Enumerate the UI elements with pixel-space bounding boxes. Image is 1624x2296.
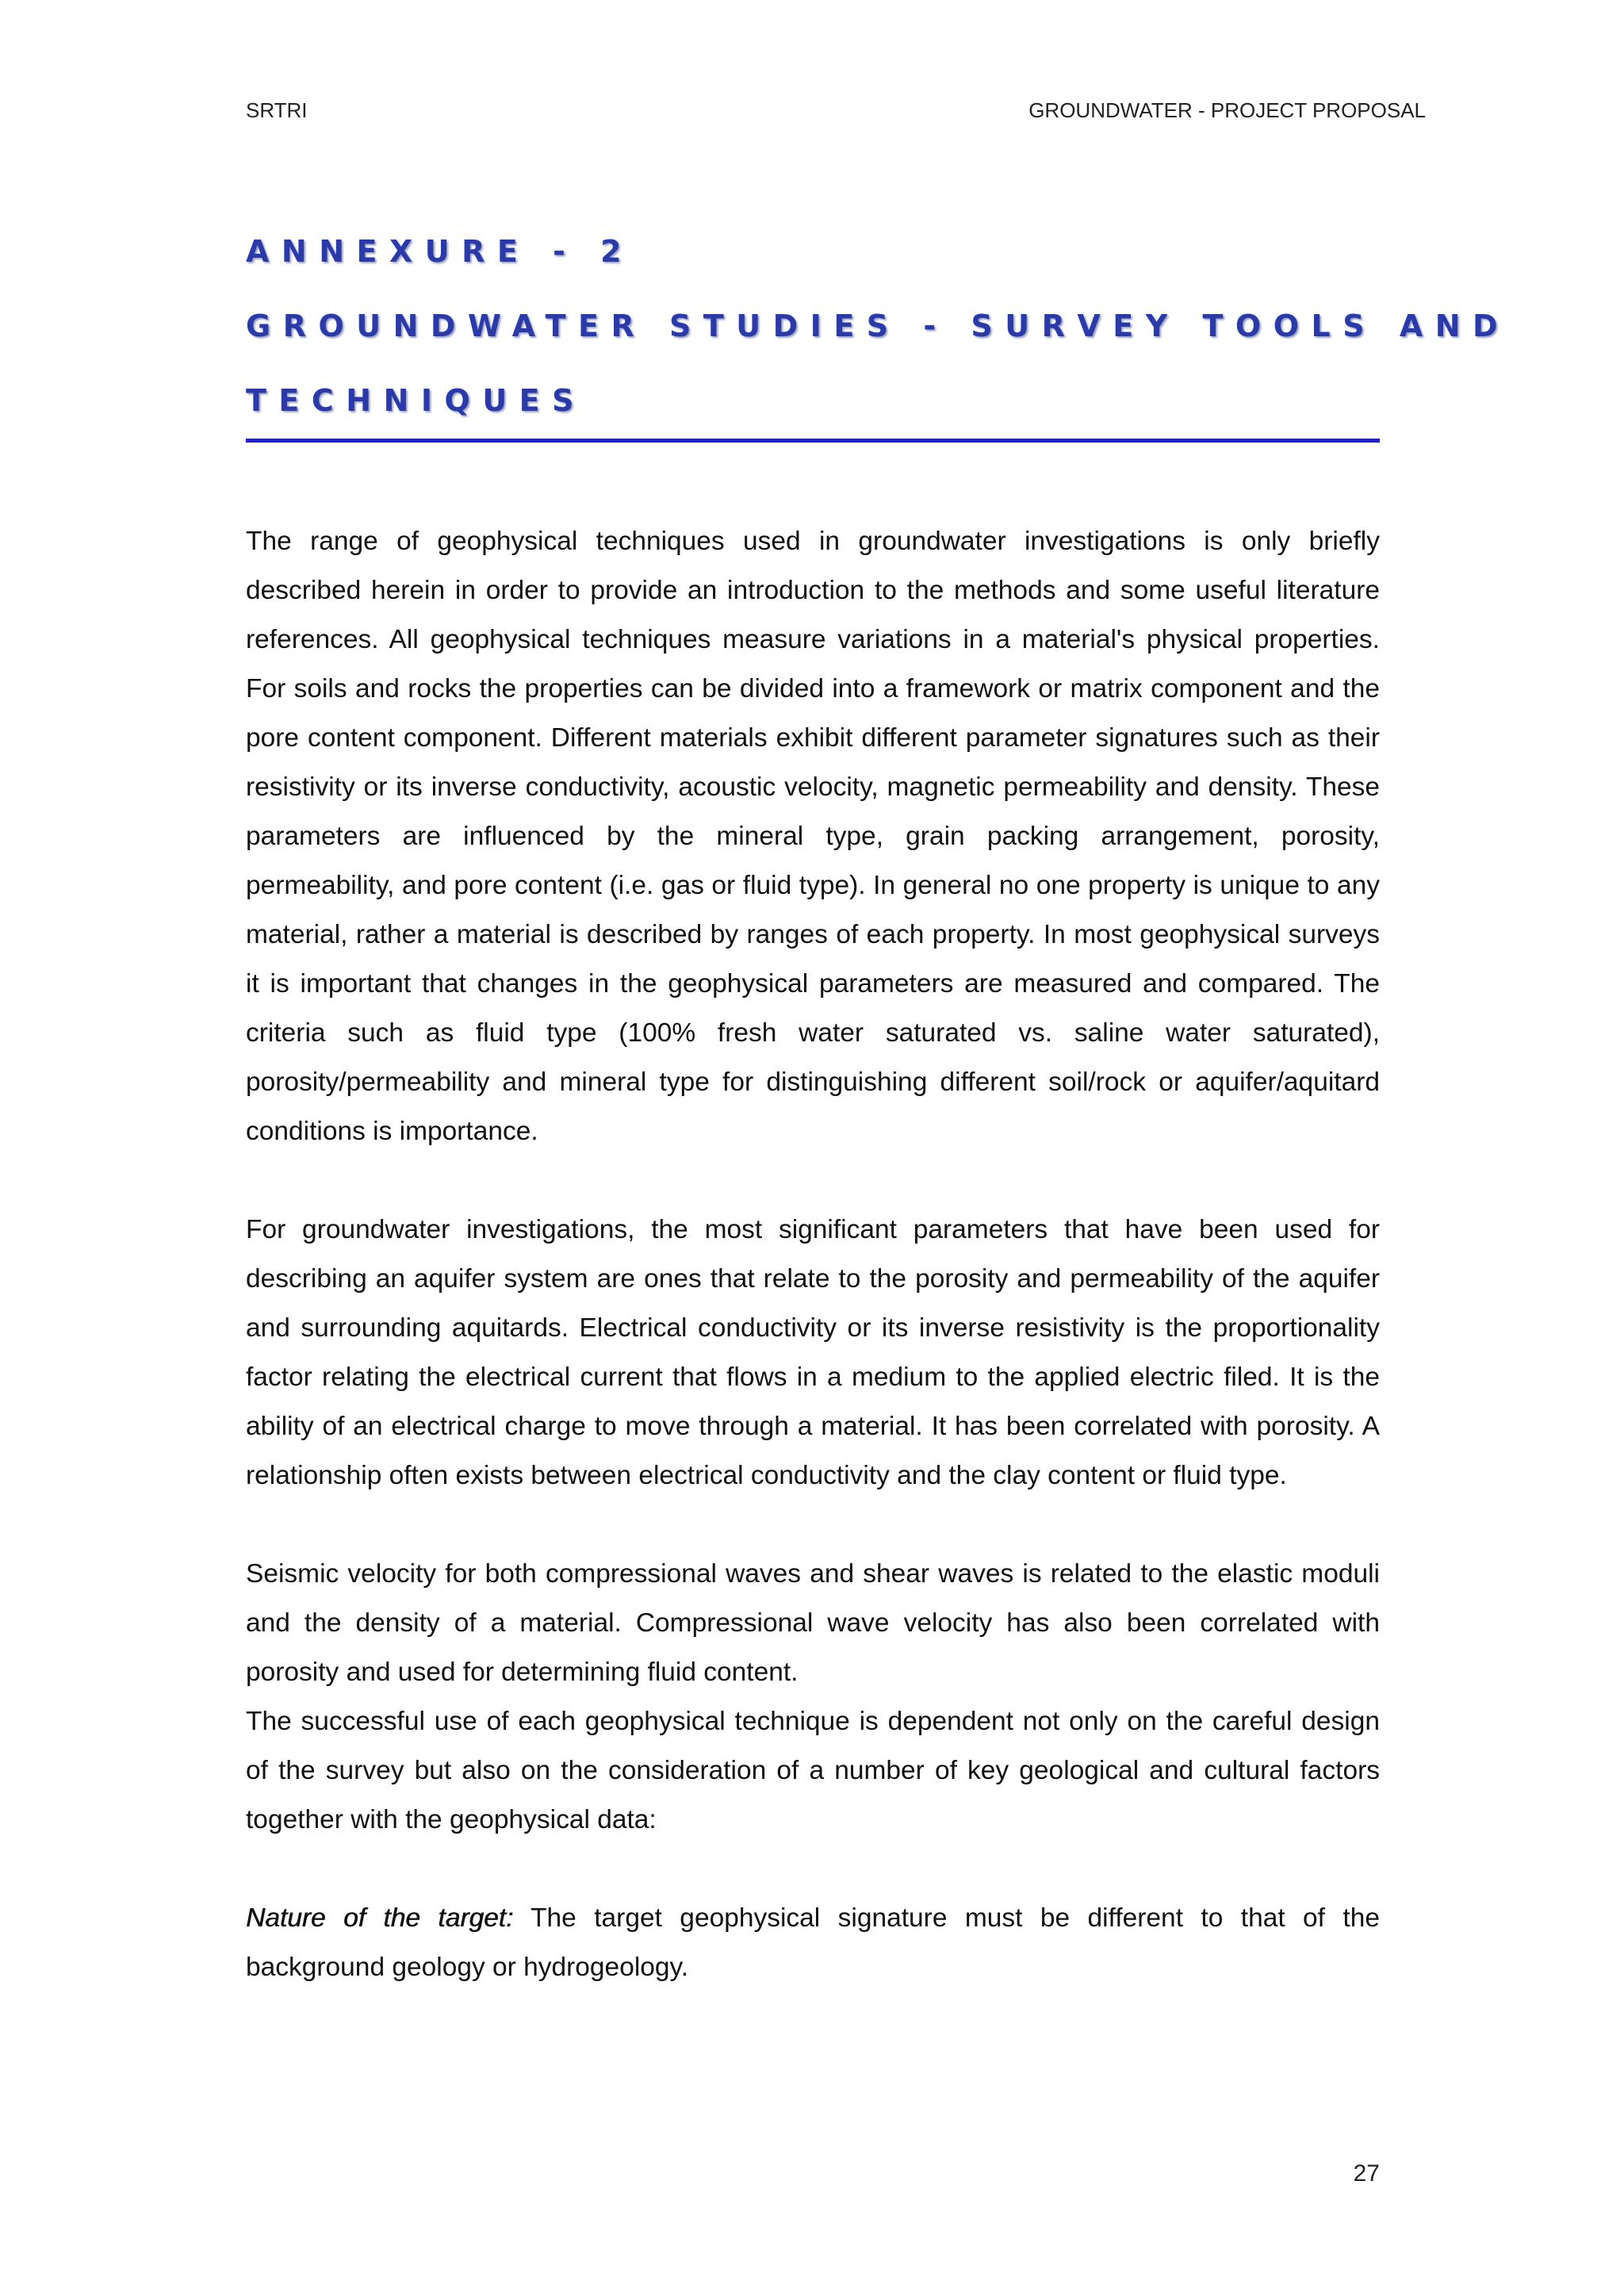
paragraph-2: For groundwater investigations, the most significant parameters that have been used for describing an aquifer system are ones that relate to the porosity and permeability of the aquifer and surrounding aquitards. Electrical conductivity or its inverse resistivity is the proportionality factor relating the electrical current that flows in a medium to the applied electric filed. It is the ability of an electrical charge to move through a material. It has been correlated with porosity. A relationship often exists between electrical conductivity and the clay content or fluid type. (246, 1215, 1380, 1490)
title-line-3: TECHNIQUES (246, 383, 586, 418)
paragraph-5-text: The target geophysical signature must be different to that of the background geology or hydrogeology. (246, 1903, 1380, 1982)
paragraph-4: The successful use of each geophysical technique is dependent not only on the careful design of the survey but also on the consideration of a number of key geological and cultural factors together with the geophysical data: (246, 1707, 1380, 1834)
title-line-2: GROUNDWATER STUDIES - SURVEY TOOLS AND (246, 309, 1511, 343)
title-line-1: ANNEXURE - 2 (246, 234, 634, 269)
header-left-text: SRTRI (246, 98, 308, 122)
header-right-text: GROUNDWATER - PROJECT PROPOSAL (1028, 98, 1426, 122)
page-number: 27 (1353, 2160, 1380, 2187)
paragraph-3: Seismic velocity for both compressional waves and shear waves is related to the elastic moduli and the density of a material. Compressional wave velocity has also been correlated with porosity and used for determining fluid content. (246, 1559, 1380, 1687)
running-header (246, 98, 1426, 130)
paragraph-5-lead: Nature of the target (246, 1903, 506, 1933)
title-underline-rule (246, 439, 1380, 443)
annexure-title (246, 214, 1511, 438)
body-text (246, 517, 1380, 1992)
paragraph-5 (246, 1894, 1380, 1992)
paragraph-5-colon: : (505, 1903, 514, 1933)
paragraph-1: The range of geophysical techniques used in groundwater investigations is only briefly described herein in order to provide an introduction to the methods and some useful literature references. All geophysical techniques measure variations in a material's physical properties. For soils and rocks the properties can be divided into a framework or matrix component and the pore content component. Different materials exhibit different parameter signatures such as their resistivity or its inverse conductivity, acoustic velocity, magnetic permeability and density. These parameters are influenced by the mineral type, grain packing arrangement, porosity, permeability, and pore content (i.e. gas or fluid type). In general no one property is unique to any material, rather a material is described by ranges of each property. In most geophysical surveys it is important that changes in the geophysical parameters are measured and compared. The criteria such as fluid type (100% fresh water saturated vs. saline water saturated), porosity/permeability and mineral type for distinguishing different soil/rock or aquifer/aquitard conditions is importance. (246, 527, 1380, 1146)
